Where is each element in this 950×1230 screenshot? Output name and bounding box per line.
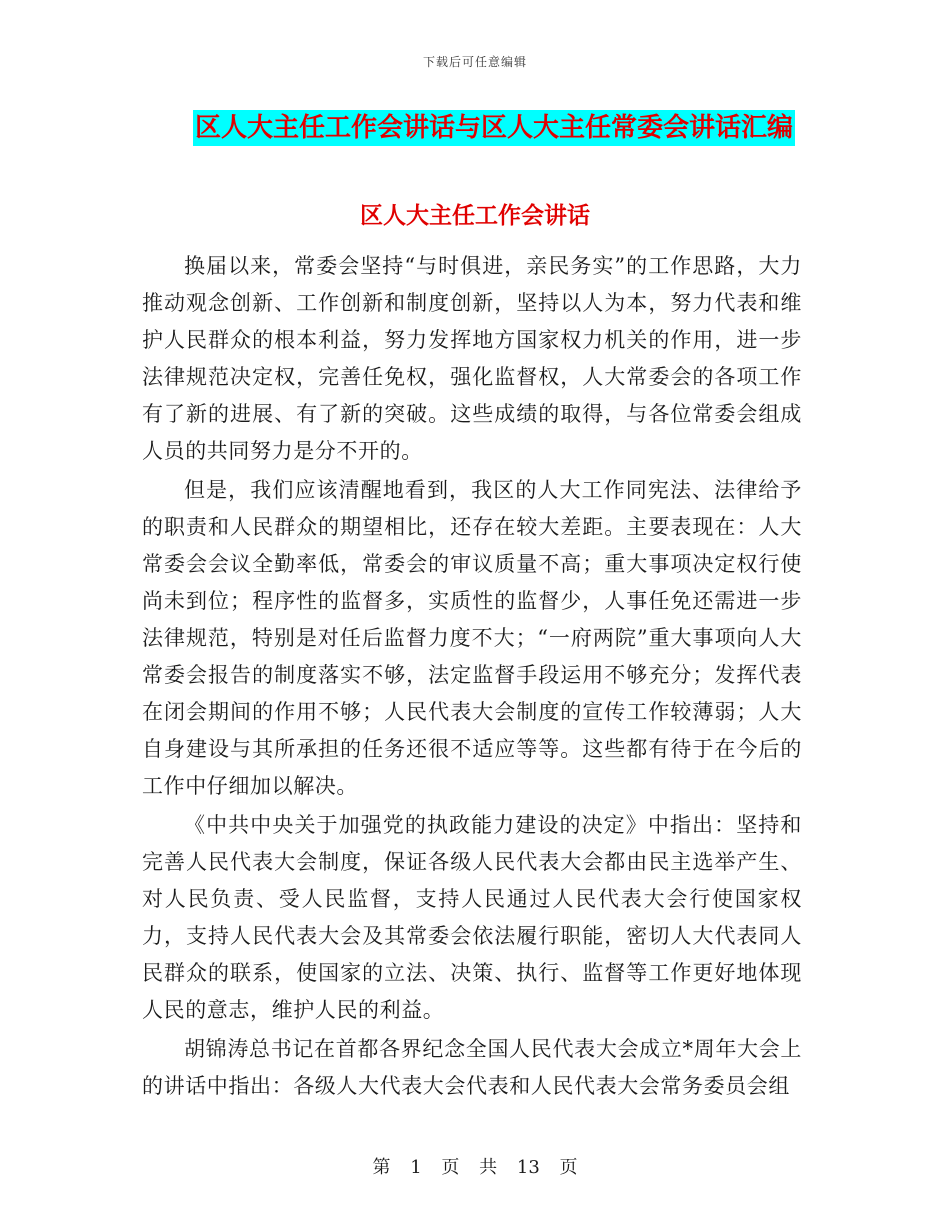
paragraph-4: 胡锦涛总书记在首都各界纪念全国人民代表大会成立*周年大会上的讲话中指出：各级人大代表大会代表和人民代表大会常务委员会组 <box>142 1037 802 1098</box>
page-footer <box>0 1153 950 1179</box>
document-title-container <box>193 110 803 148</box>
section-title: 区人大主任工作会讲话 <box>360 203 590 229</box>
page-label-mid: 页 <box>441 1157 460 1178</box>
document-body <box>142 248 802 1105</box>
paragraph-2: 但是，我们应该清醒地看到，我区的人大工作同宪法、法律给予的职责和人民群众的期望相比，还存在较大差距。主要表现在：人大常委会会议全勤率低，常委会的审议质量不高；重大事项决定权行使尚未到位；程序性的监督多，实质性的监督少，人事任免还需进一步法律规范，特别是对任后监督力度不大；“一府两院”重大事项向人大常委会报告的制度落实不够，法定监督手段运用不够充分；发挥代表在闭会期间的作用不够；人民代表大会制度的宣传工作较薄弱；人大自身建设与其所承担的任务还很不适应等等。这些都有待于在今后的工作中仔细加以解决。 <box>142 478 802 798</box>
page-number: 1 <box>410 1157 422 1178</box>
paragraph-3: 《中共中央关于加强党的执政能力建设的决定》中指出：坚持和完善人民代表大会制度，保证各级人民代表大会都由民主选举产生、对人民负责、受人民监督，支持人民通过人民代表大会行使国家权力，支持人民代表大会及其常委会依法履行职能，密切人大代表同人民群众的联系，使国家的立法、决策、执行、监督等工作更好地体现人民的意志，维护人民的利益。 <box>142 813 802 1022</box>
header-note: 下载后可任意编辑 <box>422 55 527 69</box>
total-pages: 13 <box>516 1157 540 1178</box>
page-label-prefix: 第 <box>372 1157 391 1178</box>
total-label-prefix: 共 <box>479 1157 498 1178</box>
paragraph-1: 换届以来，常委会坚持“与时俱进，亲民务实”的工作思路，大力推动观念创新、工作创新和制度创新，坚持以人为本，努力代表和维护人民群众的根本利益，努力发挥地方国家权力机关的作用，进一步法律规范决定权，完善任免权，强化监督权，人大常委会的各项工作有了新的进展、有了新的突破。这些成绩的取得，与各位常委会组成人员的共同努力是分不开的。 <box>142 254 802 463</box>
document-title: 区人大主任工作会讲话与区人大主任常委会讲话汇编 <box>193 110 795 146</box>
total-label-suffix: 页 <box>559 1157 578 1178</box>
